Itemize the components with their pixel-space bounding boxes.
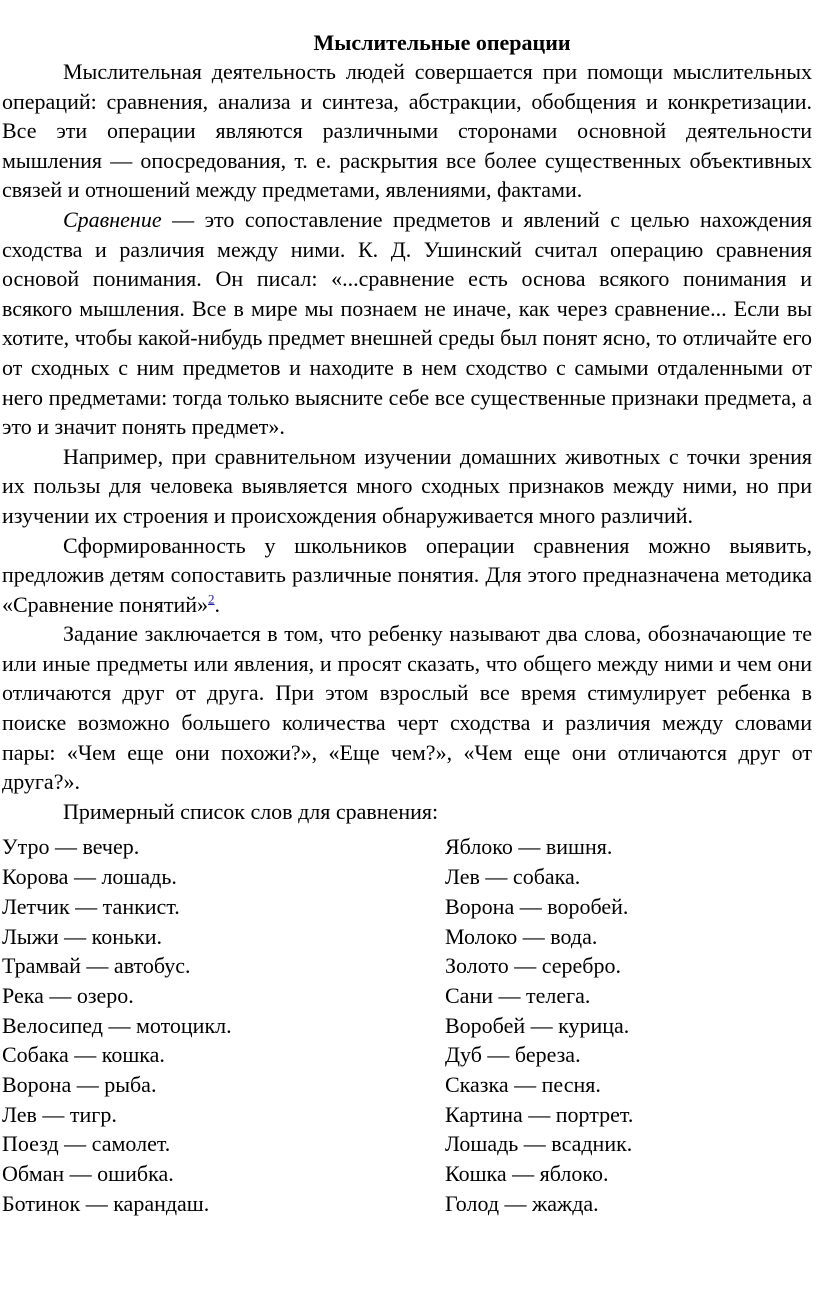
term-comparison: Сравнение xyxy=(63,206,162,232)
paragraph-method xyxy=(2,531,812,620)
paragraph-intro xyxy=(2,57,812,205)
word-pair-item: Река — озеро. xyxy=(2,982,134,1008)
word-pair-item: Кошка — яблоко. xyxy=(445,1161,609,1187)
word-pairs-right-column xyxy=(445,832,805,1218)
word-pair-item: Лев — тигр. xyxy=(2,1101,117,1127)
word-pair-item: Собака — кошка. xyxy=(2,1042,165,1068)
word-pair-item: Дуб — береза. xyxy=(445,1042,581,1068)
paragraph-task xyxy=(2,619,812,797)
word-pair-item: Сани — телега. xyxy=(445,982,591,1008)
word-pair-item: Обман — ошибка. xyxy=(2,1161,174,1187)
word-pair-item: Корова — лошадь. xyxy=(2,864,177,890)
word-pair-item: Голод — жажда. xyxy=(445,1190,599,1216)
word-pair-item: Ворона — рыба. xyxy=(2,1072,157,1098)
word-pair-item: Картина — портрет. xyxy=(445,1101,634,1127)
paragraph-text-end: . xyxy=(214,591,221,617)
word-pairs-list xyxy=(2,832,812,1218)
paragraph-comparison xyxy=(2,205,812,442)
paragraph-text: Задание заключается в том, что ребенку называют два слова, обозначающие те или иные предметы или явления, и просят сказать, что общего между ними и чем они отличаются друг от друга. При этом взрослый все время стимулирует ребенка в поиске возможно большего количества черт сходства и различия между словами пары: «Чем еще они похожи?», «Еще чем?», «Чем еще они отличаются друг от друга?». xyxy=(2,621,812,795)
paragraph-text: Примерный список слов для сравнения: xyxy=(63,798,439,824)
paragraph-example xyxy=(2,442,812,531)
word-pair-item: Поезд — самолет. xyxy=(2,1131,171,1157)
word-pair-item: Яблоко — вишня. xyxy=(445,834,613,860)
paragraph-text: Сформированность у школьников операции сравнения можно выявить, предложив детям сопоставить различные понятия. Для этого предназначена методика «Сравнение понятий» xyxy=(2,532,812,617)
word-pair-item: Ворона — воробей. xyxy=(445,893,629,919)
word-pair-item: Молоко — вода. xyxy=(445,923,598,949)
word-pair-item: Велосипед — мотоцикл. xyxy=(2,1012,232,1038)
word-pair-item: Лев — собака. xyxy=(445,864,581,890)
word-pair-item: Летчик — танкист. xyxy=(2,893,180,919)
word-pair-item: Утро — вечер. xyxy=(2,834,140,860)
word-pair-item: Трамвай — автобус. xyxy=(2,953,191,979)
footnote-link[interactable]: 2 xyxy=(208,591,215,607)
word-pair-item: Лыжи — коньки. xyxy=(2,923,163,949)
paragraph-text: Например, при сравнительном изучении домашних животных с точки зрения их пользы для человека выявляется много сходных признаков между ними, но при изучении их строения и происхождения обнаруживается много различий. xyxy=(2,443,812,528)
word-pair-item: Ботинок — карандаш. xyxy=(2,1190,210,1216)
paragraph-text: Мыслительная деятельность людей совершается при помощи мыслительных операций: сравнения, анализа и синтеза, абстракции, обобщения и конкретизации. Все эти операции являются различными сторонами основной деятельности мышления — опосредования, т. е. раскрытия все более существенных объективных связей и отношений между предметами, явлениями, фактами. xyxy=(2,59,812,203)
word-pair-item: Воробей — курица. xyxy=(445,1012,630,1038)
word-pairs-left-column xyxy=(2,832,445,1218)
paragraph-list-intro xyxy=(2,797,812,827)
word-pair-item: Золото — серебро. xyxy=(445,953,621,979)
word-pair-item: Сказка — песня. xyxy=(445,1072,601,1098)
paragraph-text: — это сопоставление предметов и явлений с целью нахождения сходства и различия между ними. К. Д. Ушинский считал операцию сравнения основой понимания. Он писал: «...сравнение есть основа всякого понимания и всякого мышления. Все в мире мы познаем не иначе, как через сравнение... Если вы хотите, чтобы какой-нибудь предмет внешней среды был понят ясно, то отличайте его от сходных с ним предметов и находите в нем сходство с самыми отдаленными от него предметами: тогда только выясните себе все существенные признаки предмета, а это и значит понять предмет». xyxy=(2,206,812,440)
word-pair-item: Лошадь — всадник. xyxy=(445,1131,633,1157)
page-title: Мыслительные операции xyxy=(313,30,571,55)
